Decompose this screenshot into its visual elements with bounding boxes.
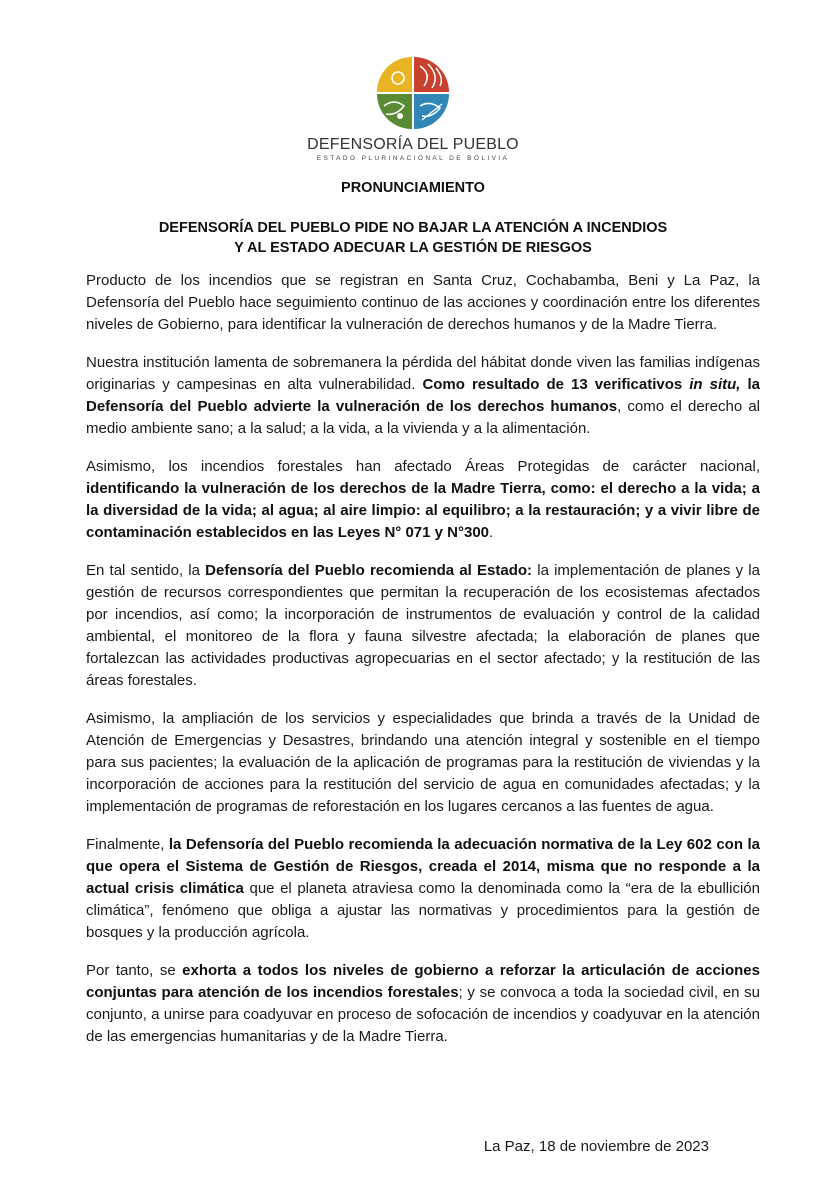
paragraph-2-text-a: Nuestra institución lamenta de sobremanera la pérdida del hábitat donde viven las familias indígenas originarias y campesinas en alta vulnerabilidad.: [86, 354, 760, 393]
document-body: [86, 270, 760, 1064]
title-line-2: Y AL ESTADO ADECUAR LA GESTIÓN DE RIESGOS: [234, 240, 592, 256]
paragraph-2-bold-a: Como resultado de 13 verificativos: [422, 376, 690, 393]
paragraph-1: [86, 270, 760, 336]
paragraph-7-text-b: ; y se convoca a toda la sociedad civil, en su conjunto, a unirse para coadyuvar en proceso de sofocación de incendios y coadyuvar en la atención de las emergencias humanitarias y de la Madre Tierra.: [86, 984, 760, 1045]
paragraph-3-text-a: Asimismo, los incendios forestales han afectado Áreas Protegidas de carácter nacional,: [86, 458, 760, 475]
paragraph-2-text-b: , como el derecho al medio ambiente sano; a la salud; a la vida, a la vivienda y a la alimentación.: [86, 398, 760, 437]
paragraph-2-bold-b: la Defensoría del Pueblo advierte la vulneración de los derechos humanos: [86, 376, 760, 415]
paragraph-4: [86, 560, 760, 692]
document-type-label: PRONUNCIAMIENTO: [341, 180, 485, 196]
paragraph-1-text: Producto de los incendios que se registran en Santa Cruz, Cochabamba, Beni y La Paz, la Defensoría del Pueblo hace seguimiento continuo de las acciones y coordinación entre los diferentes niveles de Gobierno, para identificar la vulneración de derechos humanos y de la Madre Tierra.: [86, 272, 760, 333]
paragraph-5: [86, 708, 760, 818]
paragraph-5-text: Asimismo, la ampliación de los servicios y especialidades que brinda a través de la Unidad de Atención de Emergencias y Desastres, brindando una atención integral y sostenible en el tiempo para sus pacientes; la evaluación de la aplicación de programas para la restitución de viviendas y la incorporación de acciones para la restitución del servicio de agua en comunidades afectadas; y la implementación de programas de reforestación en los lugares cercanos a las fuentes de agua.: [86, 710, 760, 815]
org-subtitle: ESTADO PLURINACIONAL DE BOLIVIA: [316, 155, 510, 162]
header: [0, 56, 826, 162]
paragraph-6-text-b: que el planeta atraviesa como la denominada como la “era de la ebullición climática”, fenómeno que obliga a ajustar las normativas y procedimientos para la gestión de bosques y la producción agrícola.: [86, 880, 760, 941]
paragraph-2: [86, 352, 760, 440]
paragraph-7-bold: exhorta a todos los niveles de gobierno a reforzar la articulación de acciones conjuntas para atención de los incendios forestales: [86, 962, 760, 1001]
paragraph-4-bold: Defensoría del Pueblo recomienda al Estado:: [205, 562, 533, 579]
date-line: La Paz, 18 de noviembre de 2023: [483, 1138, 709, 1155]
paragraph-7-text-a: Por tanto, se: [86, 962, 183, 979]
defensoria-logo-icon: [376, 56, 450, 132]
paragraph-6: [86, 834, 760, 944]
title-line-1: DEFENSORÍA DEL PUEBLO PIDE NO BAJAR LA ATENCIÓN A INCENDIOS: [158, 220, 668, 236]
paragraph-3-text-b: .: [489, 524, 494, 541]
paragraph-4-text-b: la implementación de planes y la gestión de recursos correspondientes que permitan la recuperación de los ecosistemas afectados por incendios, así como; la incorporación de instrumentos de evaluación y control de la calidad ambiental, el monitoreo de la flora y fauna silvestre afectada; la elaboración de planes que fortalezcan las actividades productivas agropecuarias en el sector afectado; y la restitución de las áreas forestales.: [86, 562, 760, 689]
paragraph-6-text-a: Finalmente,: [86, 836, 169, 853]
paragraph-7: [86, 960, 760, 1048]
document-title: [0, 218, 826, 258]
paragraph-6-bold: la Defensoría del Pueblo recomienda la adecuación normativa de la Ley 602 con la que opera el Sistema de Gestión de Riesgos, creada el 2014, misma que no responde a la actual crisis climática: [86, 836, 760, 897]
paragraph-4-text-a: En tal sentido, la: [86, 562, 206, 579]
paragraph-3-bold: identificando la vulneración de los derechos de la Madre Tierra, como: el derecho a la vida; a la diversidad de la vida; al agua; al aire limpio: al equilibro; a la restauración; y a vivir libre de contaminación establecidos en las Leyes N° 071 y N°300: [86, 480, 760, 541]
paragraph-3: [86, 456, 760, 544]
org-name: DEFENSORÍA DEL PUEBLO: [307, 136, 519, 153]
paragraph-2-italic: in situ,: [689, 376, 741, 393]
